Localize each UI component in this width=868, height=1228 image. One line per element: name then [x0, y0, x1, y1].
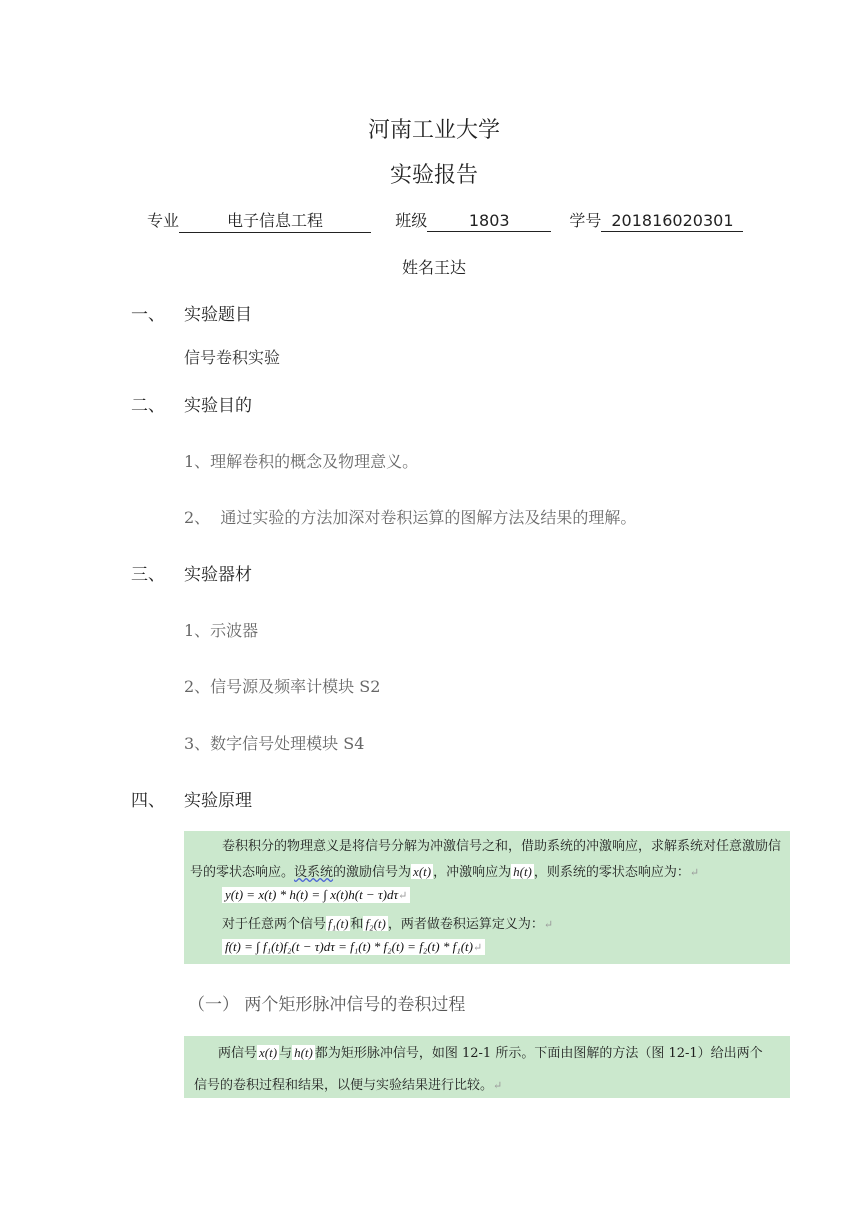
subsection-title: （一） 两个矩形脉冲信号的卷积过程: [188, 995, 466, 1015]
formula-2-text: f(t) = ∫ f₁(t)f₂(t − τ)dτ = f₁(t) * f₂(t) = f₂(t) * f₁(t): [225, 939, 473, 954]
return-mark: ↵: [398, 890, 408, 902]
section-4-number: 四、: [131, 791, 165, 811]
principle-line-2: [190, 861, 699, 880]
principle-line-1: 卷积积分的物理意义是将信号分解为冲激信号之和，借助系统的冲激响应，求解系统对任意激励信: [222, 839, 782, 854]
principle-line-2a: 号的零状态响应。: [190, 865, 295, 880]
formula-convolution-definition: [222, 939, 485, 955]
var-x-t: x(t): [259, 1045, 278, 1060]
major-value: 电子信息工程: [179, 208, 371, 233]
formula-1-text: y(t) = x(t) * h(t) = ∫ x(t)h(t − τ)dτ: [225, 887, 399, 902]
principle-line-2c: 的激励信号为: [333, 865, 412, 880]
return-mark: ↵: [543, 918, 554, 931]
university-title: 河南工业大学: [367, 118, 500, 143]
section-3-number: 三、: [131, 565, 165, 585]
section-2-item-2: 2、 通过实验的方法加深对卷积运算的图解方法及结果的理解。: [184, 508, 637, 527]
section-1-number: 一、: [131, 305, 165, 325]
student-info-line: [147, 208, 743, 233]
principle-line-4b: 和: [350, 917, 364, 932]
principle-line-4: [222, 913, 553, 932]
section-4-title: 实验原理: [184, 791, 252, 811]
rect-line-1c: 都为矩形脉冲信号，如图 12-1 所示。下面由图解的方法（图 12-1）给出两个: [314, 1046, 763, 1061]
var-h-t: h(t): [294, 1045, 313, 1060]
report-title: 实验报告: [389, 163, 478, 188]
id-label: 学号: [569, 211, 602, 230]
student-name: 姓名王达: [401, 258, 466, 277]
class-value: 1803: [427, 211, 551, 232]
formula-zero-state: [222, 887, 410, 903]
section-3-item-3: 3、数字信号处理模块 S4: [184, 734, 365, 753]
return-mark: ↵: [493, 1079, 503, 1092]
major-label: 专业: [147, 211, 180, 230]
principle-box: [184, 831, 790, 964]
var-f1-t: f₁(t): [328, 916, 349, 931]
section-1-title: 实验题目: [184, 305, 252, 325]
class-label: 班级: [395, 211, 428, 230]
rect-box-line-2: [194, 1074, 502, 1093]
section-2-number: 二、: [131, 396, 165, 416]
section-3-item-2: 2、信号源及频率计模块 S2: [184, 677, 381, 696]
section-3-title: 实验器材: [184, 565, 252, 585]
principle-line-2d: ，冲激响应为: [433, 865, 512, 880]
rect-line-2: 信号的卷积过程和结果，以便与实验结果进行比较。: [194, 1078, 494, 1093]
section-2-item-1: 1、理解卷积的概念及物理意义。: [184, 452, 419, 471]
var-x-t: x(t): [413, 864, 432, 879]
var-f2-t: f₂(t): [365, 916, 386, 931]
principle-line-4a: 对于任意两个信号: [222, 917, 327, 932]
principle-line-4c: ，两者做卷积运算定义为：: [387, 917, 544, 932]
section-1-item-1: 信号卷积实验: [184, 348, 281, 367]
principle-line-2e: ，则系统的零状态响应为：: [533, 865, 690, 880]
id-value: 201816020301: [601, 211, 743, 232]
rect-line-1b: 与: [279, 1046, 293, 1061]
rect-line-1a: 两信号: [218, 1046, 258, 1061]
return-mark: ↵: [473, 942, 483, 954]
var-h-t: h(t): [513, 864, 532, 879]
return-mark: ↵: [689, 866, 700, 879]
principle-line-2b: 设系统: [294, 865, 334, 880]
section-2-title: 实验目的: [184, 396, 252, 416]
section-3-item-1: 1、示波器: [184, 621, 259, 640]
rect-box-line-1: [218, 1042, 763, 1061]
rect-pulse-box: [184, 1036, 790, 1098]
